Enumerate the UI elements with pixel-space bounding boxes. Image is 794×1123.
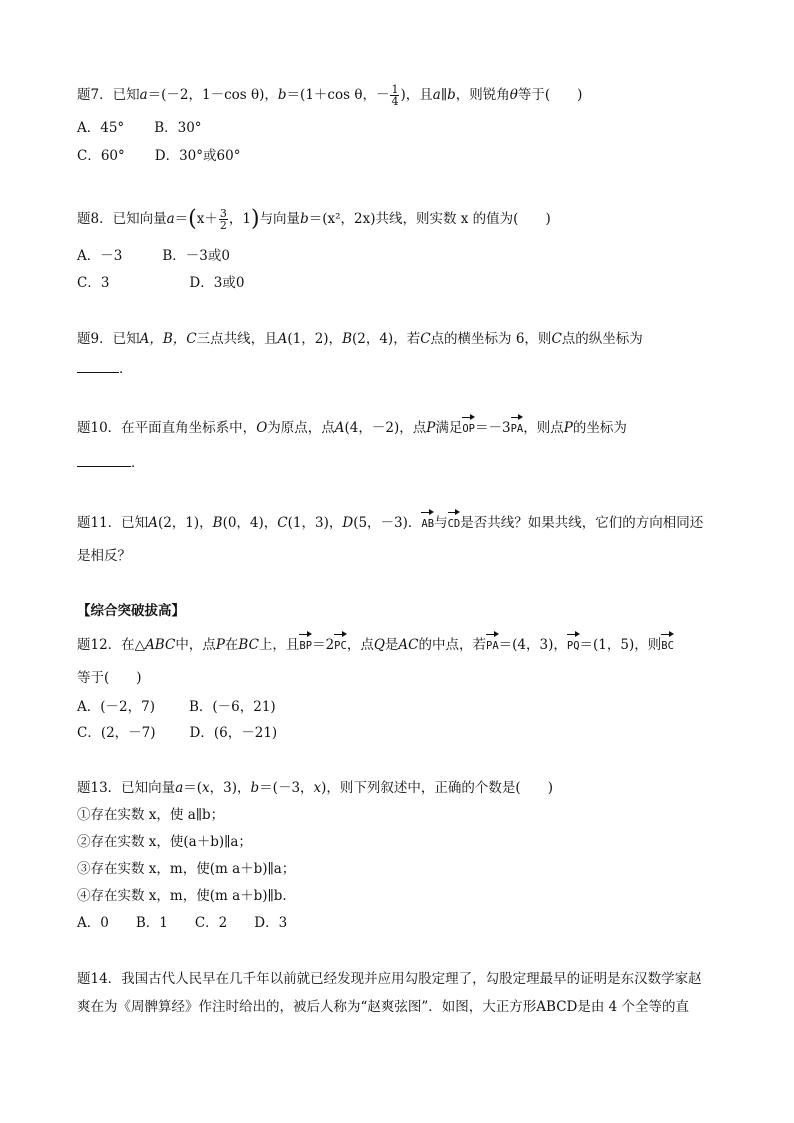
q12-option-c: C．(2，－7) [77,725,156,741]
q12-option-d: D．(6，－21) [189,725,278,741]
q9-point-c: C [420,331,431,347]
q10-text: 的坐标为 [572,420,627,436]
fraction-numerator: 3 [219,207,227,220]
q10-text: 题10．在平面直角坐标系中， [77,420,257,436]
q12-text: 上，且 [258,637,300,653]
q9-text: 三点共线，且 [196,331,278,347]
q9-stem [77,329,643,349]
q12-segment-bc: BC [238,637,259,653]
q10-answer-blank[interactable] [77,452,131,467]
q12-vector-pc: PC [334,636,347,656]
q10-text: ． [131,455,145,471]
q8-options-row2 [77,273,244,293]
q12-vector-pq: PQ [567,636,580,656]
q12-segment-ac: AC [398,637,419,653]
q7-text: ＝(－2，1－cos θ)， [147,87,278,103]
q10-text: 满足 [435,420,463,436]
q9-text: (1，2)， [287,331,343,347]
q13-statement-4: ④存在实数 x，m，使(m a＋b)∥b. [77,888,287,904]
q12-text: 的中点，若 [418,637,486,653]
q13-text: ，3)， [209,780,251,796]
q12-text: 在 [224,637,239,653]
q7-var-b: b [447,87,456,103]
q13-text: ＝(－3， [259,780,314,796]
q7-var-theta: θ [509,87,518,103]
q7-text: 等于( ) [517,87,583,103]
q12-text: ＝(4，3)， [498,637,567,653]
q12-options-row2 [77,723,277,743]
q12-options-row1 [77,697,276,717]
q8-var-a: a [166,211,175,227]
q11-line2: 是相反？ [77,548,131,564]
q9-text: (2，4)，若 [351,331,421,347]
q12-stem [77,635,674,656]
q11-point-c: C [277,515,288,531]
q8-paren: ( [188,206,197,232]
q7-text: 题7．已知 [77,87,140,103]
q8-option-d: D．3或0 [189,275,245,291]
q10-text: 为原点，点 [267,420,335,436]
q13-var-b: b [250,780,260,796]
q10-stem [77,418,627,439]
q7-var-b: b [277,87,287,103]
q7-option-a: A．45° [77,120,125,136]
q11-text: (5，－3)． [353,515,422,531]
fraction-numerator: 1 [391,83,399,96]
q9-answer-line [77,358,133,379]
q13-statement-2: ②存在实数 x，使(a＋b)∥a； [77,834,252,850]
q8-options-row1 [77,246,230,266]
q9-answer-blank[interactable] [77,358,119,373]
q7-text: )，且 [400,87,433,103]
q11-text: 与 [434,515,448,531]
q13-text: )，则下列叙述中，正确的个数是( ) [321,780,553,796]
q12-point-p: P [215,637,225,653]
q10-answer-line [77,452,145,473]
q8-option-b: B．－3或0 [162,248,230,264]
q9-text: 题9．已知 [77,331,140,347]
q7-option-c: C．60° [77,148,125,164]
q12-point-q: Q [373,637,385,653]
q12-text: 中，点 [175,637,216,653]
q7-options-row2 [77,146,240,166]
q7-text: ，则锐角 [455,87,510,103]
q11-vector-cd: CD [448,514,461,534]
q9-points: A，B，C [139,331,197,347]
q11-point-d: D [342,515,354,531]
q11-text: 是否共线？如果共线，它们的方向相同还 [460,515,704,531]
q7-fraction [390,84,399,107]
q7-stem [77,84,582,107]
q12-option-b: B．(－6，21) [188,699,276,715]
q12-vector-pa: PA [486,636,499,656]
q12-text: ，点 [346,637,374,653]
q10-text: ，则点 [523,420,564,436]
q12-triangle: ABC [145,637,176,653]
q12-line2: 等于( ) [77,670,142,686]
q8-text: 题8．已知向量 [77,211,167,227]
q9-point-b: B [342,331,352,347]
q13-text: 题13．已知向量 [77,780,176,796]
q9-point-c: C [551,331,562,347]
q8-text: ＝(x²，2x)共线，则实数 x 的值为( ) [308,211,551,227]
q11-point-b: B [212,515,223,531]
q12-text: ＝2 [312,637,335,653]
fraction-denominator: 2 [219,219,227,232]
q9-text: 点的横坐标为 6，则 [430,331,552,347]
q12-option-a: A．(－2，7) [77,699,155,715]
q7-parallel: ∥ [440,87,448,103]
q13-options: A．0 B．1 C．2 D．3 [77,915,288,931]
q12-text: 题12．在△ [77,637,146,653]
q14-line1: 题14．我国古代人民早在几千年以前就已经发现并应用勾股定理了，勾股定理最早的证明是东汉数学家赵 [77,971,702,987]
q7-options-row1 [77,118,202,138]
q12-vector-bc: BC [661,636,674,656]
q10-vector-pa: PA [511,419,524,439]
q12-text: ＝(1，5)，则 [579,637,662,653]
q8-fraction [219,208,228,231]
q7-option-d: D．30°或60° [154,148,241,164]
q8-text: x＋ [196,211,218,227]
q7-var-a: a [139,87,148,103]
q8-var-b: b [300,211,309,227]
q10-text: (4，－2)，点 [344,420,427,436]
q9-point-a: A [277,331,288,347]
q11-stem [77,513,703,534]
q10-point-p: P [563,420,573,436]
q7-option-b: B．30° [154,120,202,136]
q10-point-p: P [426,420,436,436]
q8-option-a: A．－3 [77,248,123,264]
q8-text: 与向量 [259,211,301,227]
q12-text: 是 [384,637,399,653]
q10-origin: O [256,420,268,436]
q11-vector-ab: AB [421,514,434,534]
fraction-denominator: 4 [391,95,399,108]
q11-point-a: A [148,515,158,531]
q13-var-a: a [175,780,184,796]
q8-paren: ) [250,206,260,232]
q9-text: 点的纵坐标为 [561,331,643,347]
q12-vector-bp: BP [299,636,312,656]
q9-text: ． [119,361,133,377]
q10-text: ＝－3 [474,420,511,436]
q11-text: (2，1)， [157,515,213,531]
q13-statement-1: ①存在实数 x，使 a∥b； [77,807,225,823]
q10-point-a: A [334,420,345,436]
q7-text: ＝(1＋cos θ，－ [286,87,390,103]
q8-text: ，1 [228,211,251,227]
q14-line2: 爽在为《周髀算经》作注时给出的，被后人称为“赵爽弦图”．如图，大正方形ABCD是由 4 个全等的直 [77,999,690,1015]
q13-text: ＝( [183,780,203,796]
q8-option-c: C．3 [77,275,110,291]
q10-vector-op: OP [462,419,475,439]
q11-text: (1，3)， [287,515,343,531]
section-header: 【综合突破拔高】 [77,603,185,619]
q13-var-x: x [313,780,322,796]
q8-stem [77,208,551,231]
q13-stem [77,778,553,798]
q11-text: (0，4)， [222,515,278,531]
q13-statement-3: ③存在实数 x，m，使(m a＋b)∥a； [77,861,296,877]
q11-text: 题11．已知 [77,515,149,531]
q8-text: ＝ [174,211,189,227]
q7-var-a: a [432,87,441,103]
q13-var-x: x [202,780,210,796]
